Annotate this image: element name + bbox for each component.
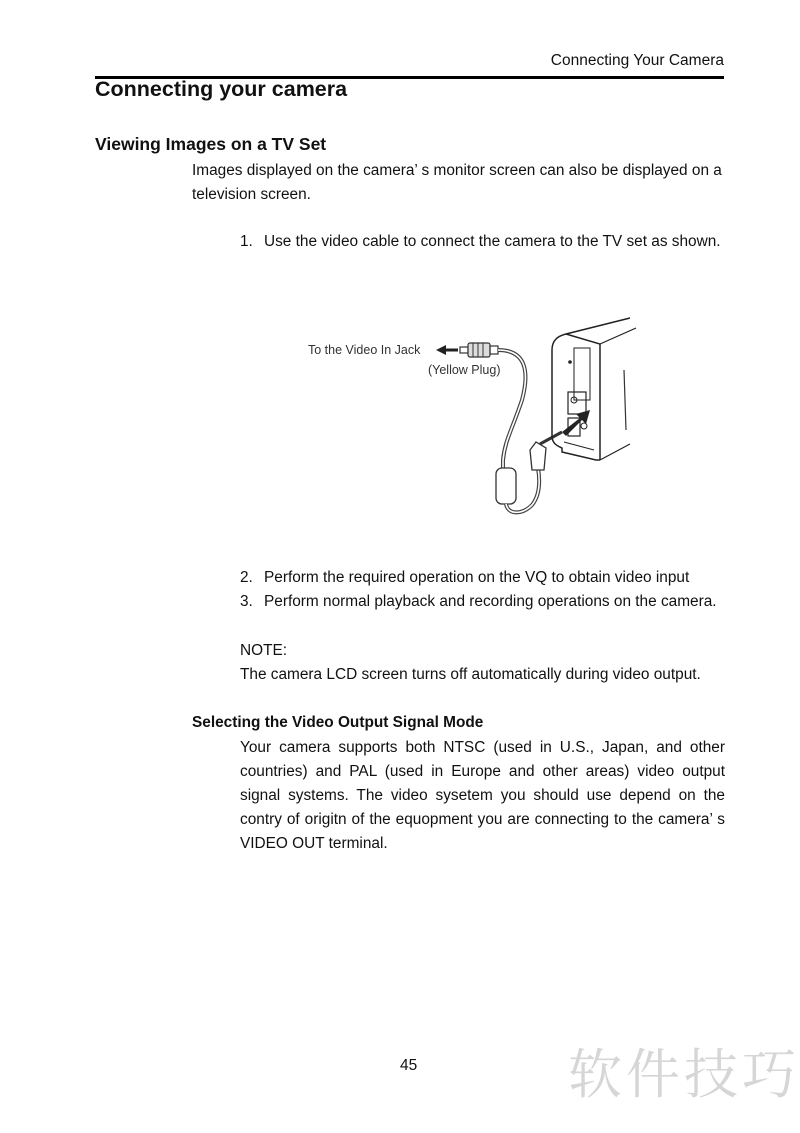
step-3 bbox=[240, 593, 717, 611]
running-header: Connecting Your Camera bbox=[550, 52, 724, 69]
step-2 bbox=[240, 569, 689, 587]
arrow-left-icon bbox=[436, 345, 458, 355]
camera-cable-illustration-icon bbox=[300, 310, 640, 520]
step-text: Perform normal playback and recording operations on the camera. bbox=[264, 593, 717, 610]
step-number: 1. bbox=[240, 233, 253, 250]
subsection-title: Viewing Images on a TV Set bbox=[95, 134, 327, 154]
step-1 bbox=[240, 233, 721, 251]
figure-label-plug: (Yellow Plug) bbox=[428, 363, 501, 377]
step-number: 2. bbox=[240, 569, 253, 586]
intro-paragraph: Images displayed on the camera’ s monitor screen can also be displayed on a television screen. bbox=[192, 162, 722, 203]
page-number: 45 bbox=[400, 1057, 418, 1074]
watermark: 软件技巧 bbox=[568, 1043, 800, 1106]
ferrite-core-icon bbox=[496, 468, 516, 504]
page-title: Connecting your camera bbox=[95, 77, 348, 101]
camera-body-icon bbox=[552, 318, 636, 460]
connection-figure bbox=[300, 310, 640, 520]
video-mode-title: Selecting the Video Output Signal Mode bbox=[192, 714, 484, 731]
step-text: Use the video cable to connect the camera to the TV set as shown. bbox=[264, 233, 721, 250]
figure-label-jack: To the Video In Jack bbox=[308, 343, 421, 357]
note-text: The camera LCD screen turns off automatically during video output. bbox=[240, 666, 701, 683]
rca-plug-icon bbox=[460, 343, 498, 357]
angled-plug-icon bbox=[530, 432, 562, 470]
video-mode-body: Your camera supports both NTSC (used in U.S., Japan, and other countries) and PAL (used in Europe and other areas) video output signal systems. The video sysetem you should use depend on the contry of origitn of the equopment you are connecting to the camera’ s VIDEO OUT terminal. bbox=[240, 739, 725, 852]
note-label: NOTE: bbox=[240, 642, 288, 659]
step-number: 3. bbox=[240, 593, 253, 610]
step-text: Perform the required operation on the VQ to obtain video input bbox=[264, 569, 690, 586]
